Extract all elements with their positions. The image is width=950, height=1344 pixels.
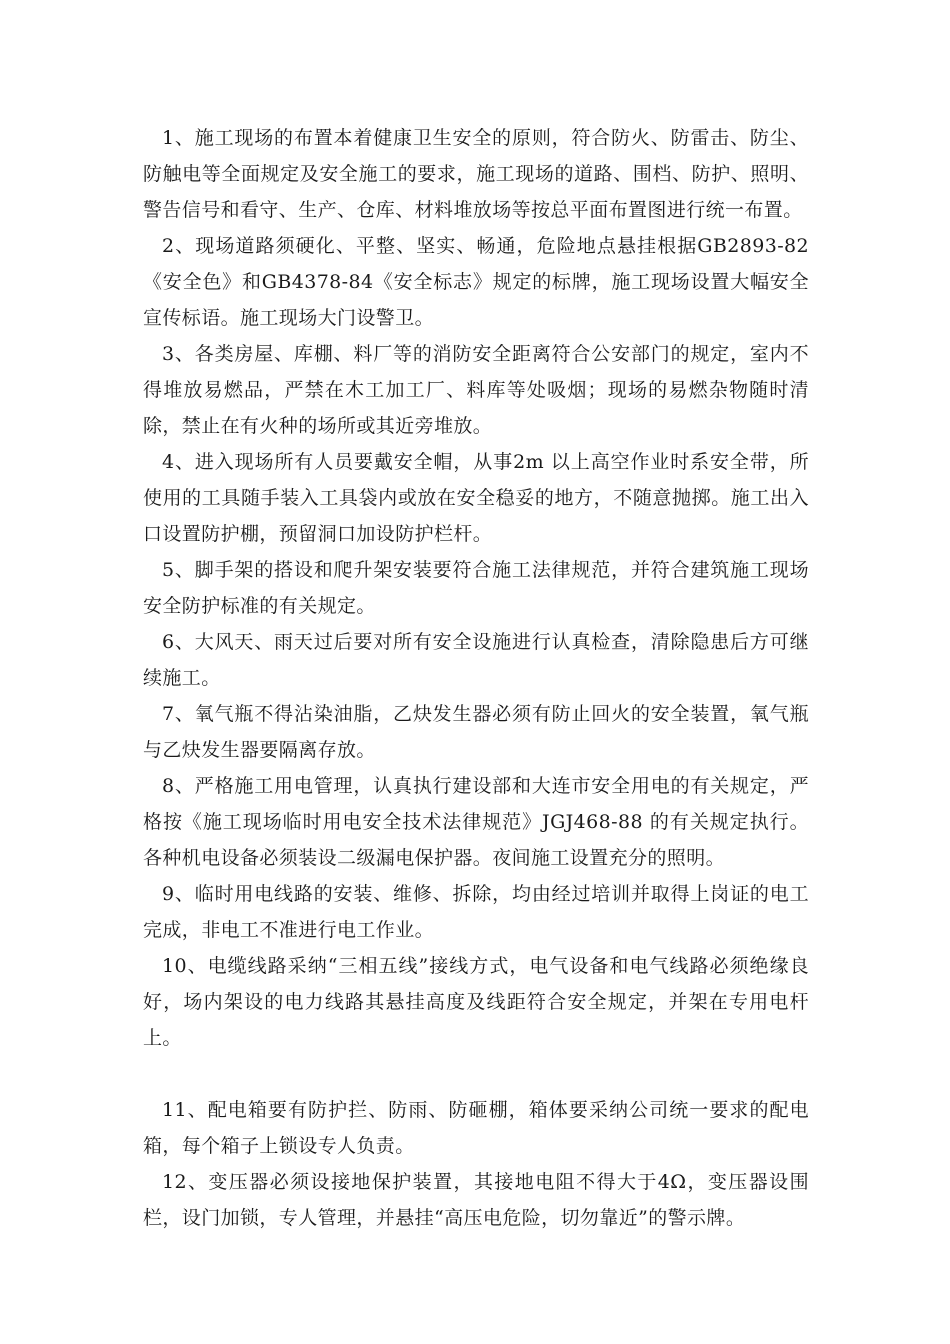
paragraph-11: 11、配电箱要有防护拦、防雨、防砸棚，箱体要采纳公司统一要求的配电箱，每个箱子上锁设专人负责。 xyxy=(143,1099,809,1157)
paragraph-6: 6、大风天、雨天过后要对所有安全设施进行认真检查，清除隐患后方可继续施工。 xyxy=(143,631,809,689)
document-body xyxy=(143,120,809,1236)
paragraph-1: 1、施工现场的布置本着健康卫生安全的原则，符合防火、防雷击、防尘、防触电等全面规定及安全施工的要求，施工现场的道路、围档、防护、照明、警告信号和看守、生产、仓库、材料堆放场等按总平面布置图进行统一布置。 xyxy=(143,127,809,221)
paragraph-4: 4、进入现场所有人员要戴安全帽，从事2m 以上高空作业时系安全带，所使用的工具随手装入工具袋内或放在安全稳妥的地方，不随意抛掷。施工出入口设置防护棚，预留洞口加设防护栏杆。 xyxy=(143,451,809,545)
paragraph-5: 5、脚手架的搭设和爬升架安装要符合施工法律规范，并符合建筑施工现场安全防护标准的有关规定。 xyxy=(143,559,809,617)
blank-line xyxy=(143,1056,809,1092)
paragraph-7: 7、氧气瓶不得沾染油脂，乙炔发生器必须有防止回火的安全装置，氧气瓶与乙炔发生器要隔离存放。 xyxy=(143,703,809,761)
paragraph-2: 2、现场道路须硬化、平整、坚实、畅通，危险地点悬挂根据GB2893-82《安全色》和GB4378-84《安全标志》规定的标牌，施工现场设置大幅安全宣传标语。施工现场大门设警卫。 xyxy=(143,235,809,329)
paragraph-10: 10、电缆线路采纳“三相五线”接线方式，电气设备和电气线路必须绝缘良好，场内架设的电力线路其悬挂高度及线距符合安全规定，并架在专用电杆上。 xyxy=(143,955,809,1049)
paragraph-12: 12、变压器必须设接地保护装置，其接地电阻不得大于4Ω，变压器设围栏，设门加锁，专人管理，并悬挂“高压电危险，切勿靠近”的警示牌。 xyxy=(143,1171,809,1229)
paragraph-3: 3、各类房屋、库棚、料厂等的消防安全距离符合公安部门的规定，室内不得堆放易燃品，严禁在木工加工厂、料库等处吸烟；现场的易燃杂物随时清除，禁止在有火种的场所或其近旁堆放。 xyxy=(143,343,809,437)
paragraph-8: 8、严格施工用电管理，认真执行建设部和大连市安全用电的有关规定，严格按《施工现场临时用电安全技术法律规范》JGJ468-88 的有关规定执行。各种机电设备必须装设二级漏电保护器。夜间施工设置充分的照明。 xyxy=(143,775,809,869)
paragraph-9: 9、临时用电线路的安装、维修、拆除，均由经过培训并取得上岗证的电工完成，非电工不准进行电工作业。 xyxy=(143,883,809,941)
